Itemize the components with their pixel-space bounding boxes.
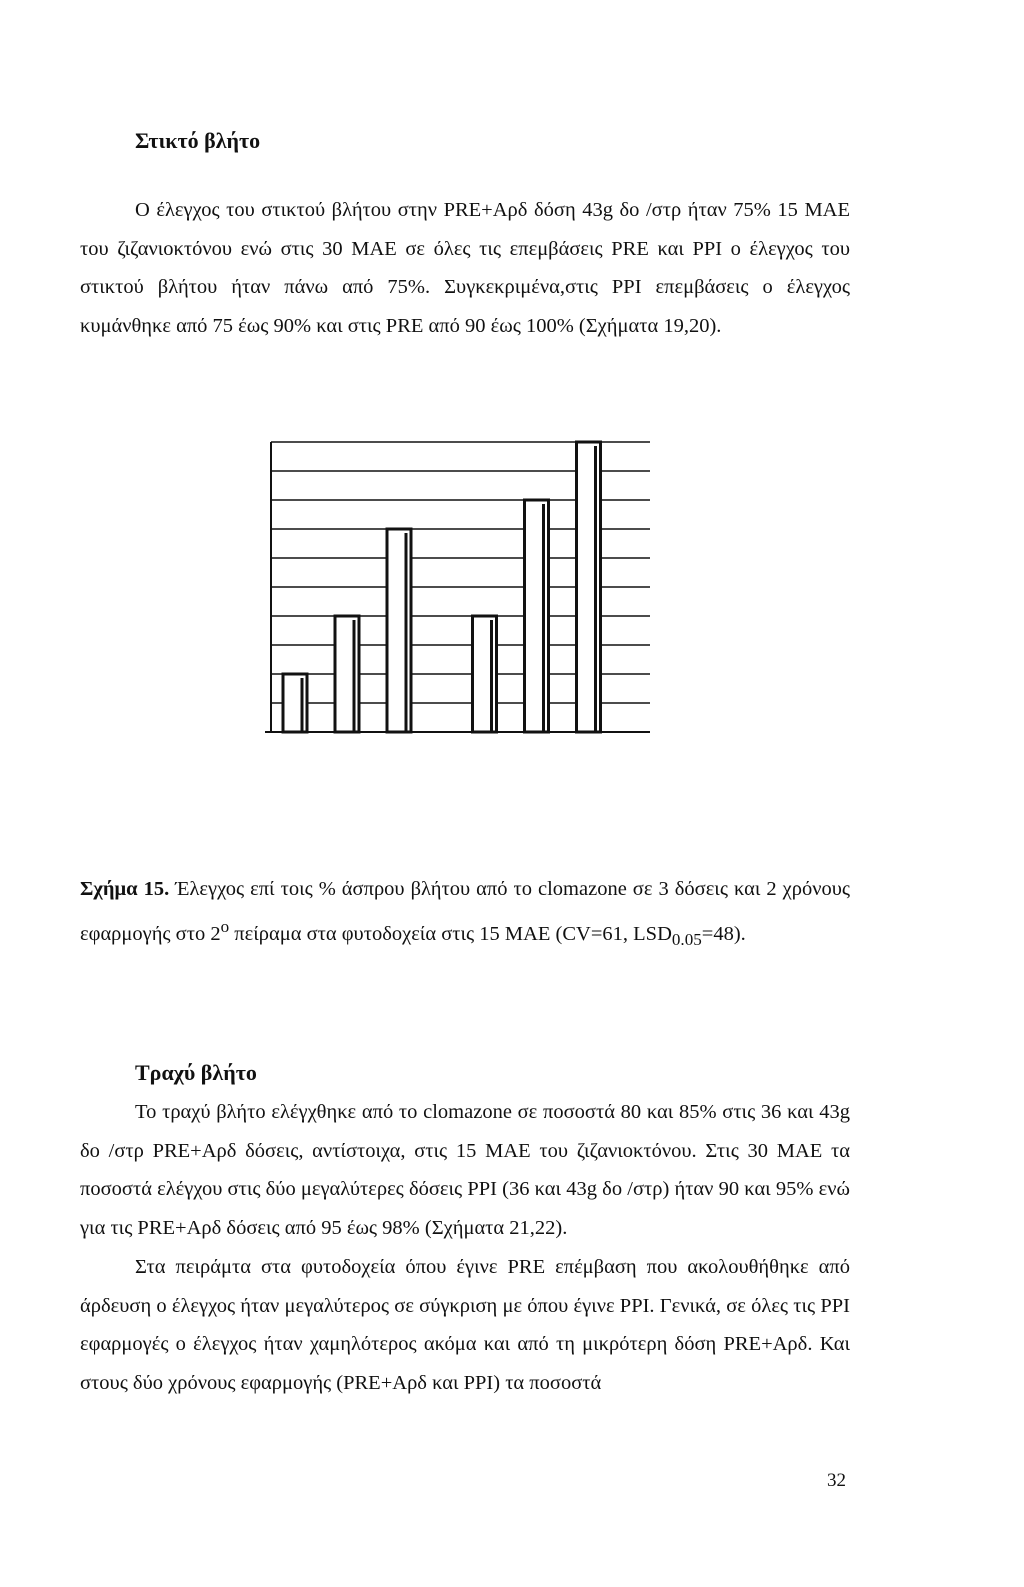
section2-paragraph2: [80, 1248, 850, 1402]
caption-superscript: ο: [220, 917, 230, 936]
page-number: 32: [827, 1470, 846, 1491]
caption-text-end: =48).: [701, 922, 746, 945]
section2-paragraph1-text: Το τραχύ βλήτο ελέγχθηκε από το clomazone σε ποσοστά 80 και 85% στις 36 και 43g δο /στρ PRE+Αρδ δόσεις, αντίστοιχα, στις 15 ΜΑΕ του ζιζανιοκτόνου. Στις 30 ΜΑΕ τα ποσοστά ελέγχου στις δύο μεγαλύτερες δόσεις PPI (36 και 43g δο /στρ) ήταν 90 και 95% ενώ για τις PRE+Αρδ δόσεις από 95 έως 98% (Σχήματα 21,22).: [80, 1101, 850, 1239]
section2-paragraph1: [80, 1093, 850, 1247]
section1-paragraph: [80, 191, 850, 345]
figure-label: Σχήμα 15.: [80, 878, 170, 900]
figure-caption: [80, 870, 850, 959]
caption-text-1: Έλεγχος επί τοις % άσπρου βλήτου από το clomazone σε 3 δόσεις και 2 χρόνους εφαρμογής στο 2: [80, 878, 850, 945]
section1-paragraph-text: Ο έλεγχος του στικτού βλήτου στην PRE+Αρδ δόση 43g δο /στρ ήταν 75% 15 ΜΑΕ του ζιζανιοκτόνου ενώ στις 30 ΜΑΕ σε όλες τις επεμβάσεις PRE και PPI ο έλεγχος του στικτού βλήτου ήταν πάνω από 75%. Συγκεκριμένα,στις PPI επεμβάσεις ο έλεγχος κυμάνθηκε από 75 έως 90% και στις PRE από 90 έως 100% (Σχήματα 19,20).: [80, 199, 850, 337]
section-heading-trachy: Τραχύ βλήτο: [135, 1060, 257, 1085]
bar-chart: [255, 432, 655, 737]
section2-paragraph2-text: Στα πειράμτα στα φυτοδοχεία όπου έγινε PRE επέμβαση που ακολουθήθηκε από άρδευση ο έλεγχος ήταν μεγαλύτερος σε σύγκριση με όπου έγινε PPI. Γενικά, σε όλες τις PPI εφαρμογές ο έλεγχος ήταν χαμηλότερος ακόμα και από τη μικρότερη δόση PRE+Αρδ. Και στους δύο χρόνους εφαρμογής (PRE+Αρδ και PPI) τα ποσοστά: [80, 1256, 850, 1394]
caption-subscript: 0.05: [671, 929, 702, 949]
caption-text-2: πείραμα στα φυτοδοχεία στις 15 ΜΑΕ (CV=61, LSD: [229, 922, 672, 945]
section-heading-stiktο: Στικτό βλήτο: [135, 128, 261, 153]
